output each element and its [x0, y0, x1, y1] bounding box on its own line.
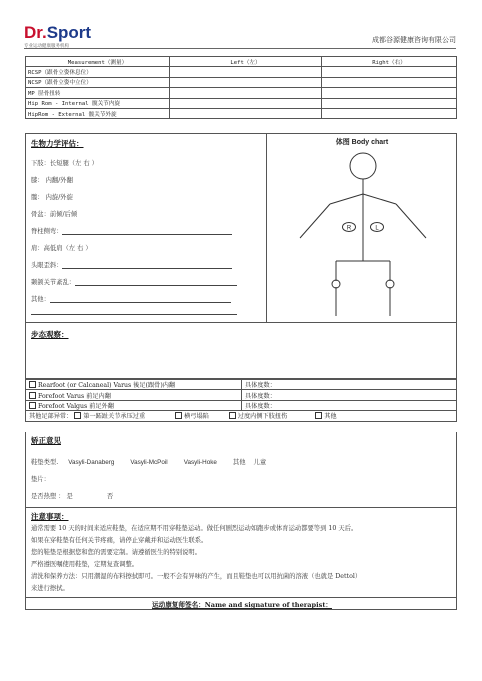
left-cell[interactable]: [170, 88, 322, 98]
logo-sport: Sport: [46, 23, 92, 42]
checkbox[interactable]: [315, 412, 322, 419]
correction-title: 矫正意见: [31, 436, 61, 445]
left-marker-label: L: [375, 225, 379, 232]
checkbox[interactable]: [29, 392, 36, 399]
left-cell[interactable]: [170, 98, 322, 108]
left-forearm: [396, 204, 426, 238]
option-label[interactable]: Vasyli-Hoke: [183, 459, 217, 466]
head-shape: [350, 153, 376, 179]
right-marker-label: R: [346, 225, 352, 232]
left-knee: [386, 280, 394, 288]
note-line: 如果在穿鞋垫有任何关节疼痛，请停止穿戴并和运动医生联系。: [31, 537, 208, 544]
measurement-table: [25, 56, 457, 119]
logo-tagline: 专业运动健康服务机构: [24, 44, 69, 49]
note-line: 严格遵医嘱使用鞋垫，定期复查调整。: [31, 561, 139, 568]
notes-title: 注意事项：: [31, 512, 69, 521]
hip-field: 髋： 内旋/外旋: [31, 194, 73, 201]
right-knee: [332, 280, 340, 288]
right-cell[interactable]: [322, 77, 457, 87]
jaw-input-line[interactable]: [75, 279, 237, 286]
head-input-line[interactable]: [62, 262, 232, 269]
checkbox[interactable]: [229, 412, 236, 419]
row-label: MP 胫骨扭转: [26, 88, 170, 98]
right-cell[interactable]: [322, 108, 457, 118]
degree-cell: 具体度数：: [242, 400, 457, 410]
table-row: [26, 411, 457, 421]
option-label: 其他: [324, 413, 337, 421]
checkbox[interactable]: [29, 402, 36, 409]
biomechanics-section: [25, 133, 457, 323]
spine-input-line[interactable]: [62, 228, 232, 235]
spine-label: 脊柱侧弯：: [31, 228, 63, 235]
checkbox[interactable]: [175, 412, 182, 419]
shoulder-field: 肩：高低肩（左 右 ）: [31, 245, 92, 252]
correction-section: [25, 432, 457, 508]
left-upper-arm: [363, 194, 396, 204]
forefoot-valgus-label: Forefoot Valgus 前足外翻: [38, 402, 114, 410]
head-label: 头眼歪斜：: [31, 262, 63, 269]
degree-cell: 具体度数：: [242, 380, 457, 390]
right-cell[interactable]: [322, 67, 457, 77]
header-right: Right（右）: [322, 57, 457, 67]
other-foot-label: 其他足部异常：: [29, 413, 73, 421]
biomechanics-title: 生物力学评估：: [31, 139, 84, 148]
option-label[interactable]: Vasyli-McPoil: [130, 459, 168, 466]
table-row: [26, 108, 457, 118]
heat-no-option[interactable]: 否: [106, 493, 114, 500]
other-label: 其他：: [31, 296, 50, 303]
gait-section: [25, 323, 457, 379]
forefoot-varus-label: Forefoot Varus 前足内翻: [38, 392, 111, 400]
note-line: 通常需要 10 天的时间来适应鞋垫，在适应期不用穿鞋垫运动。做任何剧烈运动如跑步或体育运动都要等到 10 天后。: [31, 525, 358, 532]
table-header-row: [26, 57, 457, 67]
section-divider: [266, 134, 267, 322]
option-label[interactable]: 儿童: [253, 459, 267, 466]
left-cell[interactable]: [170, 77, 322, 87]
option-label: 过度内侧下肢扭伤: [237, 413, 288, 421]
shoe-type-label: 鞋垫类型.: [31, 459, 59, 466]
option-label: 第一跖趾关节承压过重: [83, 413, 146, 421]
heat-label: 是否热塑 ： 是: [31, 493, 73, 500]
checkbox[interactable]: [74, 412, 81, 419]
foot-abnormality-table: [25, 379, 457, 422]
pad-label: 垫片：: [31, 476, 50, 483]
table-row: [26, 67, 457, 77]
jaw-label: 颞颌关节紊乱：: [31, 279, 76, 286]
logo-dr: Dr.: [24, 23, 47, 42]
signature-row: [25, 598, 457, 610]
table-row: [26, 98, 457, 108]
right-cell[interactable]: [322, 88, 457, 98]
row-label: HipRom - External 髋关节外旋: [26, 108, 170, 118]
body-chart-figure: [288, 146, 438, 322]
header-left: Left（左）: [170, 57, 322, 67]
option-label[interactable]: 其他: [232, 459, 246, 466]
checkbox[interactable]: [29, 381, 36, 388]
notes-section: [25, 508, 457, 598]
table-row: [26, 380, 457, 390]
row-label: RCSP（跟骨立姿休息位）: [26, 67, 170, 77]
note-line: 来进行擦拭。: [31, 585, 69, 592]
header-divider: [24, 48, 456, 49]
right-upper-arm: [330, 194, 363, 204]
right-forearm: [300, 204, 330, 238]
left-cell[interactable]: [170, 67, 322, 77]
table-row: [26, 400, 457, 410]
company-name: 成都谷源健康咨询有限公司: [372, 36, 456, 44]
signature-label: 运动康复师签名：Name and signature of therapist：: [152, 601, 332, 609]
pelvis-field: 骨盆：前倾/后倾: [31, 211, 78, 218]
row-label: NCSP（跟骨立姿中立位）: [26, 77, 170, 87]
right-cell[interactable]: [322, 98, 457, 108]
left-cell[interactable]: [170, 108, 322, 118]
body-chart-title: 体图 Body chart: [335, 139, 389, 146]
table-row: [26, 77, 457, 87]
knee-field: 膝： 内翻/外翻: [31, 177, 73, 184]
leg-length-field: 下肢：长短腿（左 右 ）: [31, 160, 98, 167]
degree-cell: 具体度数：: [242, 390, 457, 400]
note-line: 您的鞋垫是根据您和您的需要定制。请遵循医生的特别说明。: [31, 549, 202, 556]
header-measurement: Measurement（测量）: [26, 57, 170, 67]
note-line: 清洗和保养方法：只用潮湿的布料擦拭即可。一般不会有异味的产生，而且鞋垫也可以用抗菌的溶液（也就是 Dettol）: [31, 573, 362, 580]
rearfoot-label: Rearfoot (or Calcaneal) Varus 後足(跟骨)内翻: [38, 382, 176, 390]
option-label[interactable]: Vasyli-Danaberg: [68, 459, 115, 466]
gait-title: 步态观察：: [31, 330, 69, 339]
other-input-line[interactable]: [50, 296, 231, 303]
table-row: [26, 390, 457, 400]
table-row: [26, 88, 457, 98]
option-label: 横弓塌陷: [184, 413, 209, 421]
row-label: Hip Rom - Internal 髋关节内旋: [26, 98, 170, 108]
other-input-line-2[interactable]: [31, 308, 237, 315]
